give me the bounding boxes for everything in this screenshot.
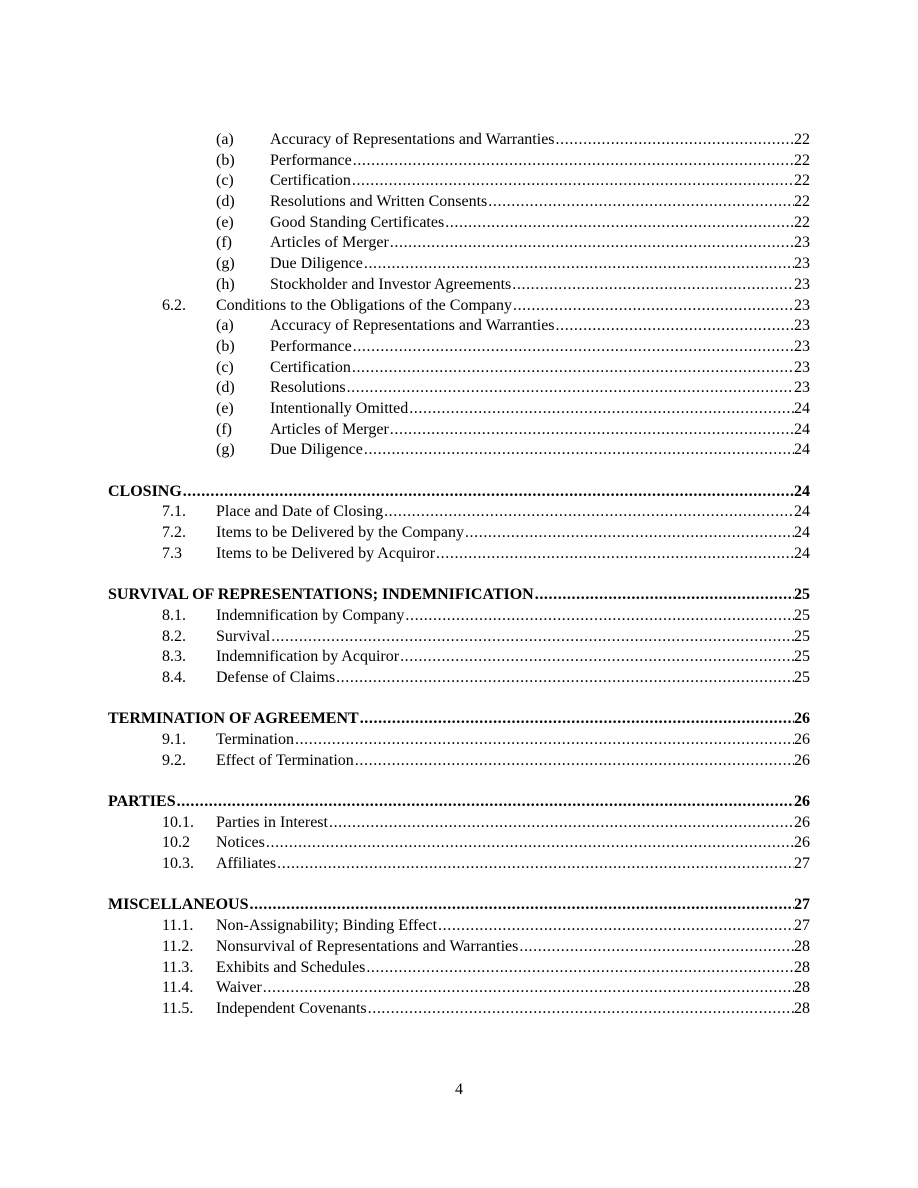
entry-number: 10.1. xyxy=(162,813,194,831)
section-spacer xyxy=(108,875,810,896)
entry-page-number: 25 xyxy=(794,585,810,606)
entry-title: Resolutions xyxy=(270,378,347,399)
section-spacer xyxy=(108,771,810,792)
dot-leader xyxy=(277,854,794,875)
dot-leader xyxy=(360,709,794,730)
toc-subsection-entry[interactable] xyxy=(108,171,810,192)
dot-leader xyxy=(355,751,794,772)
toc-subsection-entry[interactable] xyxy=(108,254,810,275)
dot-leader xyxy=(353,151,794,172)
entry-title: Indemnification by Acquiror xyxy=(216,647,400,668)
entry-title: Performance xyxy=(270,337,353,358)
entry-title: Resolutions and Written Consents xyxy=(270,192,488,213)
entry-number: (c) xyxy=(216,358,234,376)
entry-title: Effect of Termination xyxy=(216,751,355,772)
entry-page-number: 27 xyxy=(794,916,810,937)
entry-page-number: 28 xyxy=(794,958,810,979)
toc-subsection-entry[interactable] xyxy=(108,233,810,254)
dot-leader xyxy=(266,833,794,854)
entry-number: 8.1. xyxy=(162,606,186,624)
dot-leader xyxy=(465,523,794,544)
entry-page-number: 26 xyxy=(794,833,810,854)
entry-title: Certification xyxy=(270,358,352,379)
toc-section-entry[interactable] xyxy=(108,751,810,772)
entry-title: Conditions to the Obligations of the Company xyxy=(216,296,513,317)
entry-title: PARTIES xyxy=(108,792,177,813)
dot-leader xyxy=(512,275,794,296)
toc-subsection-entry[interactable] xyxy=(108,337,810,358)
entry-title: Performance xyxy=(270,151,353,172)
toc-section-entry[interactable] xyxy=(108,502,810,523)
entry-page-number: 28 xyxy=(794,999,810,1020)
toc-section-entry[interactable] xyxy=(108,296,810,317)
entry-number: 11.1. xyxy=(162,917,194,935)
entry-page-number: 23 xyxy=(794,378,810,399)
dot-leader xyxy=(405,606,794,627)
entry-page-number: 24 xyxy=(794,482,810,503)
dot-leader xyxy=(556,130,794,151)
entry-number: 6.2. xyxy=(162,296,186,314)
entry-number: 11.4. xyxy=(162,979,194,997)
entry-page-number: 27 xyxy=(794,854,810,875)
toc-heading[interactable] xyxy=(108,482,810,503)
entry-number: 11.2. xyxy=(162,937,194,955)
entry-number: (g) xyxy=(216,441,235,459)
toc-section-entry[interactable] xyxy=(108,999,810,1020)
dot-leader xyxy=(329,813,794,834)
section-spacer xyxy=(108,689,810,710)
dot-leader xyxy=(347,378,794,399)
entry-page-number: 22 xyxy=(794,171,810,192)
toc-subsection-entry[interactable] xyxy=(108,275,810,296)
dot-leader xyxy=(295,730,794,751)
toc-section-entry[interactable] xyxy=(108,854,810,875)
dot-leader xyxy=(271,627,794,648)
entry-number: (h) xyxy=(216,275,235,293)
entry-page-number: 28 xyxy=(794,978,810,999)
entry-title: Termination xyxy=(216,730,295,751)
entry-title: Intentionally Omitted xyxy=(270,399,409,420)
entry-page-number: 23 xyxy=(794,296,810,317)
toc-subsection-entry[interactable] xyxy=(108,420,810,441)
dot-leader xyxy=(366,958,794,979)
dot-leader xyxy=(400,647,794,668)
dot-leader xyxy=(352,358,794,379)
entry-page-number: 26 xyxy=(794,792,810,813)
entry-title: Notices xyxy=(216,833,266,854)
toc-section-entry[interactable] xyxy=(108,730,810,751)
entry-page-number: 24 xyxy=(794,420,810,441)
entry-title: Place and Date of Closing xyxy=(216,502,384,523)
toc-section-entry[interactable] xyxy=(108,606,810,627)
dot-leader xyxy=(183,482,794,503)
entry-title: Non-Assignability; Binding Effect xyxy=(216,916,438,937)
toc-section-entry[interactable] xyxy=(108,937,810,958)
dot-leader xyxy=(336,668,794,689)
entry-number: 11.5. xyxy=(162,999,194,1017)
entry-page-number: 22 xyxy=(794,130,810,151)
toc-subsection-entry[interactable] xyxy=(108,316,810,337)
dot-leader xyxy=(390,420,794,441)
dot-leader xyxy=(436,544,794,565)
toc-heading[interactable] xyxy=(108,709,810,730)
toc-subsection-entry[interactable] xyxy=(108,130,810,151)
entry-page-number: 23 xyxy=(794,233,810,254)
entry-page-number: 22 xyxy=(794,213,810,234)
entry-title: Stockholder and Investor Agreements xyxy=(270,275,512,296)
entry-title: SURVIVAL OF REPRESENTATIONS; INDEMNIFICATION xyxy=(108,585,535,606)
toc-heading[interactable] xyxy=(108,585,810,606)
entry-title: Good Standing Certificates xyxy=(270,213,445,234)
toc-section-entry[interactable] xyxy=(108,668,810,689)
entry-page-number: 22 xyxy=(794,151,810,172)
entry-title: Articles of Merger xyxy=(270,233,390,254)
table-of-contents xyxy=(108,130,810,1020)
entry-page-number: 25 xyxy=(794,668,810,689)
toc-heading[interactable] xyxy=(108,895,810,916)
entry-title: Accuracy of Representations and Warranties xyxy=(270,316,556,337)
entry-number: 7.3 xyxy=(162,544,182,562)
toc-section-entry[interactable] xyxy=(108,833,810,854)
toc-subsection-entry[interactable] xyxy=(108,192,810,213)
entry-title: Due Diligence xyxy=(270,440,364,461)
entry-title: Accuracy of Representations and Warranties xyxy=(270,130,556,151)
dot-leader xyxy=(445,213,794,234)
entry-title: Articles of Merger xyxy=(270,420,390,441)
entry-title: TERMINATION OF AGREEMENT xyxy=(108,709,360,730)
entry-number: 8.4. xyxy=(162,668,186,686)
entry-page-number: 28 xyxy=(794,937,810,958)
entry-title: CLOSING xyxy=(108,482,183,503)
entry-number: (a) xyxy=(216,131,234,148)
entry-page-number: 24 xyxy=(794,440,810,461)
entry-number: (d) xyxy=(216,193,235,211)
entry-number: (b) xyxy=(216,337,235,355)
entry-page-number: 25 xyxy=(794,647,810,668)
entry-page-number: 26 xyxy=(794,751,810,772)
entry-page-number: 25 xyxy=(794,627,810,648)
dot-leader xyxy=(519,937,794,958)
dot-leader xyxy=(368,999,794,1020)
entry-title: Waiver xyxy=(216,978,263,999)
entry-page-number: 25 xyxy=(794,606,810,627)
entry-number: 8.2. xyxy=(162,627,186,645)
entry-title: Defense of Claims xyxy=(216,668,336,689)
dot-leader xyxy=(249,895,794,916)
entry-number: (e) xyxy=(216,399,234,417)
entry-title: Items to be Delivered by Acquiror xyxy=(216,544,436,565)
dot-leader xyxy=(364,440,794,461)
entry-page-number: 23 xyxy=(794,358,810,379)
entry-number: (e) xyxy=(216,213,234,231)
entry-title: Indemnification by Company xyxy=(216,606,405,627)
page-number: 4 xyxy=(455,1081,463,1098)
entry-title: Nonsurvival of Representations and Warranties xyxy=(216,937,519,958)
entry-number: 9.1. xyxy=(162,730,186,748)
toc-section-entry[interactable] xyxy=(108,958,810,979)
toc-section-entry[interactable] xyxy=(108,523,810,544)
dot-leader xyxy=(364,254,794,275)
entry-page-number: 23 xyxy=(794,316,810,337)
toc-section-entry[interactable] xyxy=(108,978,810,999)
entry-title: MISCELLANEOUS xyxy=(108,895,249,916)
dot-leader xyxy=(177,792,794,813)
entry-number: (d) xyxy=(216,379,235,397)
entry-number: (a) xyxy=(216,317,234,335)
entry-page-number: 27 xyxy=(794,895,810,916)
entry-number: (b) xyxy=(216,151,235,169)
section-spacer xyxy=(108,564,810,585)
entry-number: 11.3. xyxy=(162,958,194,976)
dot-leader xyxy=(438,916,794,937)
entry-title: Survival xyxy=(216,627,271,648)
toc-subsection-entry[interactable] xyxy=(108,378,810,399)
entry-number: (f) xyxy=(216,420,232,438)
toc-section-entry[interactable] xyxy=(108,916,810,937)
entry-title: Parties in Interest xyxy=(216,813,329,834)
entry-page-number: 22 xyxy=(794,192,810,213)
dot-leader xyxy=(384,502,794,523)
entry-number: 7.2. xyxy=(162,524,186,542)
entry-number: 9.2. xyxy=(162,751,186,769)
dot-leader xyxy=(390,233,794,254)
dot-leader xyxy=(513,296,794,317)
toc-section-entry[interactable] xyxy=(108,627,810,648)
toc-subsection-entry[interactable] xyxy=(108,440,810,461)
entry-title: Items to be Delivered by the Company xyxy=(216,523,465,544)
entry-page-number: 23 xyxy=(794,337,810,358)
dot-leader xyxy=(352,171,794,192)
section-spacer xyxy=(108,461,810,482)
dot-leader xyxy=(353,337,794,358)
entry-number: 10.2 xyxy=(162,834,190,852)
toc-heading[interactable] xyxy=(108,792,810,813)
dot-leader xyxy=(409,399,794,420)
dot-leader xyxy=(556,316,794,337)
entry-title: Affiliates xyxy=(216,854,277,875)
toc-section-entry[interactable] xyxy=(108,813,810,834)
dot-leader xyxy=(535,585,794,606)
toc-section-entry[interactable] xyxy=(108,544,810,565)
entry-page-number: 24 xyxy=(794,399,810,420)
entry-number: (c) xyxy=(216,172,234,190)
dot-leader xyxy=(263,978,794,999)
toc-section-entry[interactable] xyxy=(108,647,810,668)
entry-title: Due Diligence xyxy=(270,254,364,275)
toc-subsection-entry[interactable] xyxy=(108,399,810,420)
entry-title: Independent Covenants xyxy=(216,999,368,1020)
entry-page-number: 24 xyxy=(794,502,810,523)
entry-number: 8.3. xyxy=(162,648,186,666)
entry-page-number: 26 xyxy=(794,709,810,730)
entry-page-number: 26 xyxy=(794,730,810,751)
entry-page-number: 26 xyxy=(794,813,810,834)
entry-page-number: 23 xyxy=(794,275,810,296)
entry-number: 10.3. xyxy=(162,855,194,873)
entry-number: (f) xyxy=(216,234,232,252)
toc-subsection-entry[interactable] xyxy=(108,151,810,172)
entry-page-number: 24 xyxy=(794,523,810,544)
entry-title: Exhibits and Schedules xyxy=(216,958,366,979)
dot-leader xyxy=(488,192,794,213)
toc-subsection-entry[interactable] xyxy=(108,358,810,379)
entry-number: 7.1. xyxy=(162,503,186,521)
entry-number: (g) xyxy=(216,255,235,273)
entry-title: Certification xyxy=(270,171,352,192)
entry-page-number: 24 xyxy=(794,544,810,565)
toc-subsection-entry[interactable] xyxy=(108,213,810,234)
entry-page-number: 23 xyxy=(794,254,810,275)
